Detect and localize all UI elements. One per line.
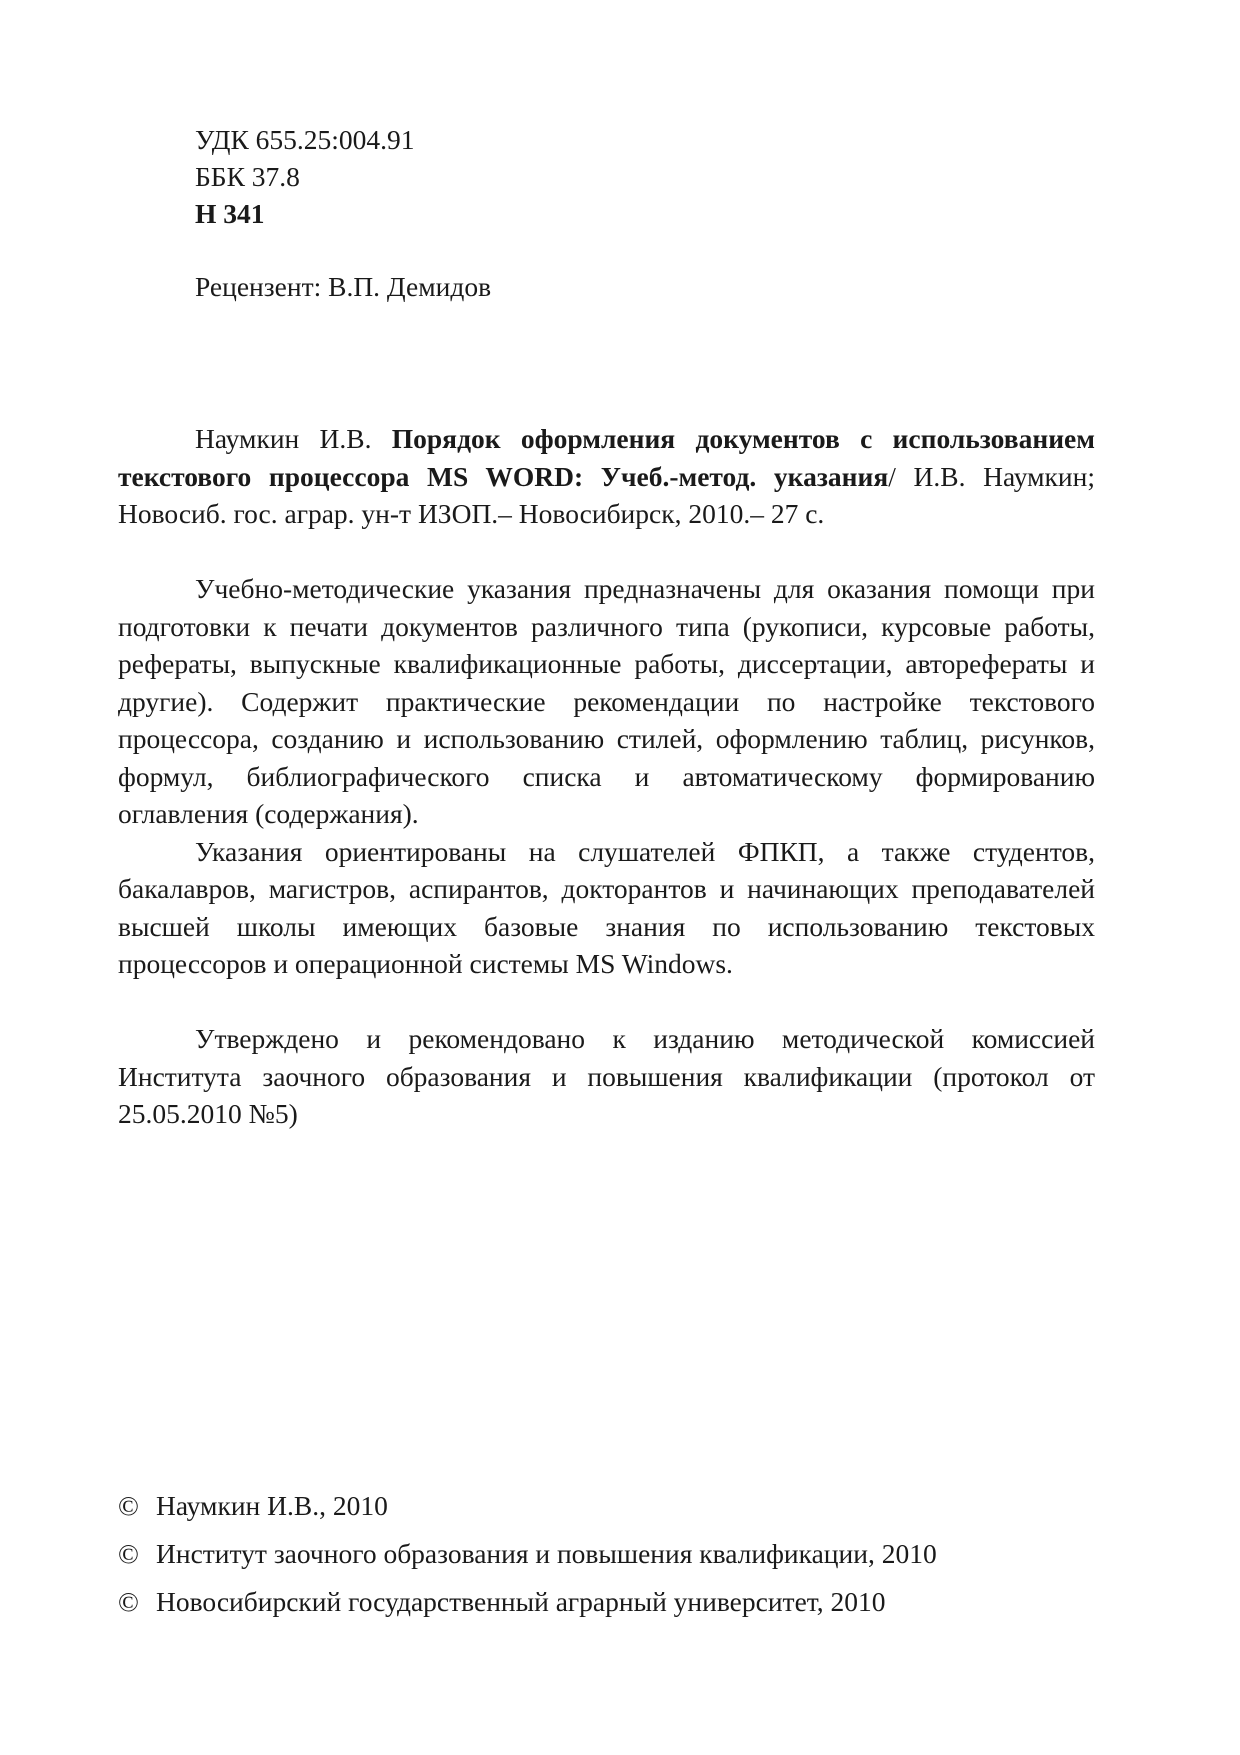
udk-code: УДК 655.25:004.91 [195, 124, 415, 155]
copyright-line [118, 1530, 937, 1578]
classification-codes [195, 121, 415, 232]
bibliographic-reference [118, 420, 1095, 533]
copyright-text: Наумкин И.В., 2010 [156, 1490, 388, 1521]
reference-title: Порядок оформления документов с использованием текстового процессора MS WORD: Учеб.-метод. указания [118, 423, 1095, 492]
abstract-paragraph-2: Указания ориентированы на слушателей ФПКП, а также студентов, бакалавров, магистров, аспирантов, докторантов и начинающих преподавателей высшей школы имеющих базовые знания по использованию текстовых процессоров и операционной системы MS Windows. [118, 835, 1095, 979]
reference-details: / И.В. Наумкин; Новосиб. гос. аграр. ун-т ИЗОП.– Новосибирск, 2010.– 27 с. [118, 460, 1095, 529]
reference-paragraph [118, 420, 1095, 533]
reviewer-line: Рецензент: В.П. Демидов [195, 271, 492, 302]
abstract [118, 570, 1095, 983]
copyright-symbol: © [118, 1490, 139, 1521]
copyright-line [118, 1578, 937, 1626]
bbk-code: ББК 37.8 [195, 161, 300, 192]
copyright-text: Новосибирский государственный аграрный университет, 2010 [156, 1586, 886, 1617]
reference-author: Наумкин И.В. [195, 423, 392, 454]
copyright-text: Институт заочного образования и повышения квалификации, 2010 [156, 1538, 937, 1569]
copyright-line [118, 1482, 937, 1530]
approval-note [118, 1020, 1095, 1133]
approval-paragraph: Утверждено и рекомендовано к изданию методической комиссией Института заочного образования и повышения квалификации (протокол от 25.05.2010 №5) [118, 1023, 1095, 1129]
copyright-symbol: © [118, 1538, 139, 1569]
abstract-paragraph-1: Учебно-методические указания предназначены для оказания помощи при подготовки к печати документов различного типа (рукописи, курсовые работы, рефераты, выпускные квалификационные работы, диссертации, авторефераты и другие). Содержит практические рекомендации по настройке текстового процессора, созданию и использованию стилей, оформлению таблиц, рисунков, формул, библиографического списка и автоматическому формированию оглавления (содержания). [118, 573, 1095, 829]
author-mark: Н 341 [195, 198, 265, 229]
copyright-list [118, 1482, 937, 1626]
copyright-symbol: © [118, 1586, 139, 1617]
